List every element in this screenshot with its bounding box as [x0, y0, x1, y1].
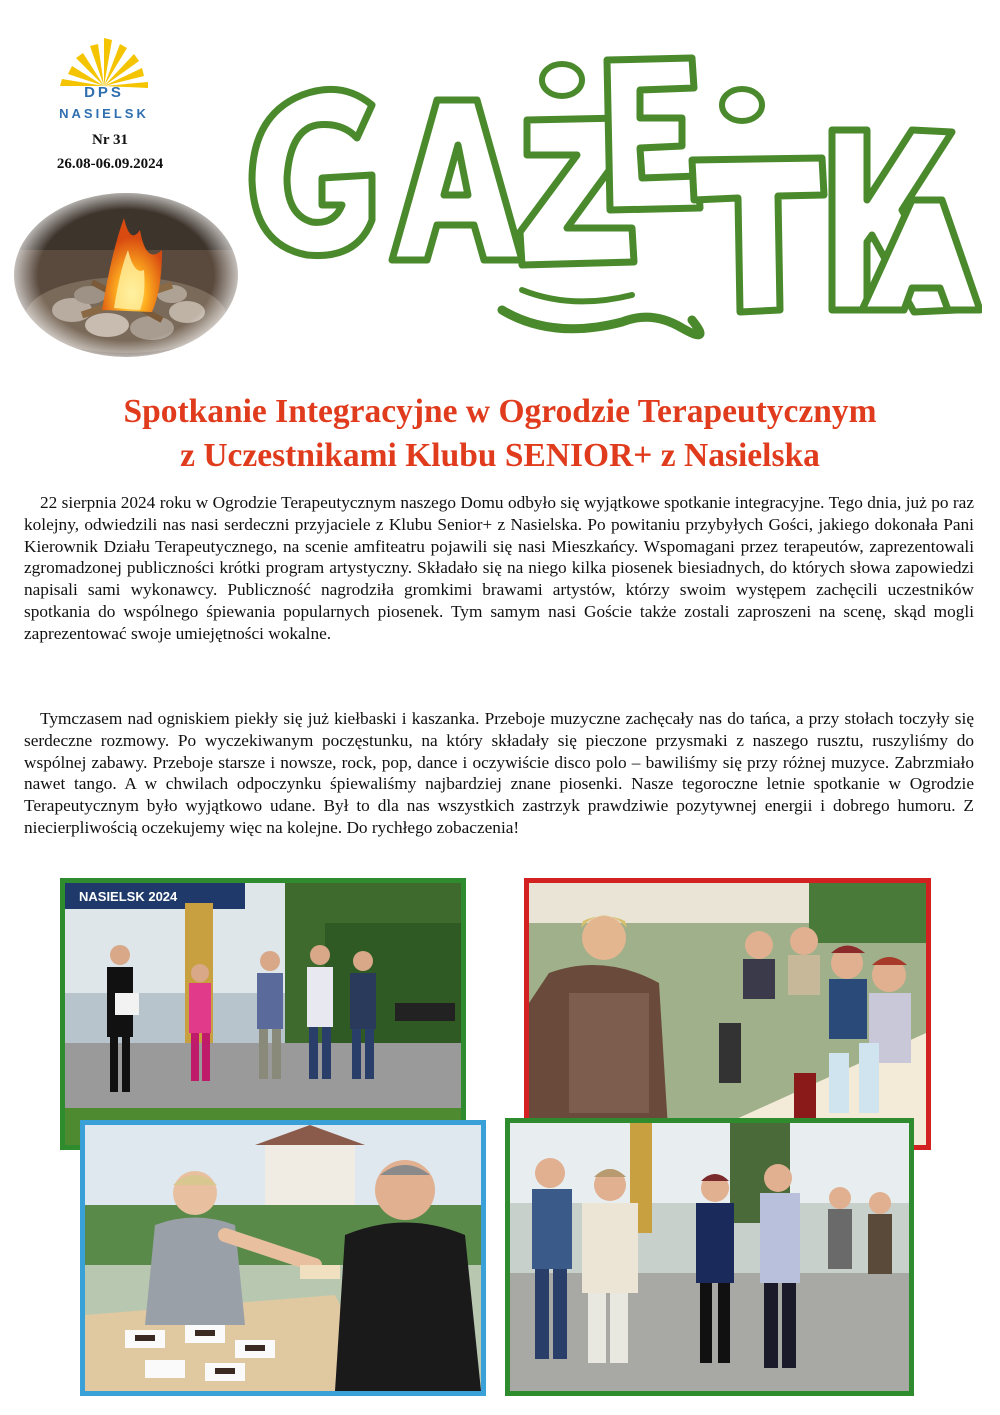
photo-dancing	[505, 1118, 914, 1396]
article-title	[20, 390, 980, 478]
masthead-logo	[222, 10, 982, 352]
article-paragraph: 22 sierpnia 2024 roku w Ogrodzie Terapeutycznym naszego Domu odbyło się wyjątkowe spotkanie integracyjne. Tego dnia, już po raz kolejny, odwiedzili nas nasi serdeczni przyjaciele z Klubu Senior+ z Nasielska. Po powitaniu przybyłych Gości, jakiego dokonała Pani Kierownik Działu Terapeutycznego, na scenie amfiteatru pojawili się nasi Mieszkańcy. Wspomagani przez terapeutów, zaprezentowali zgromadzonej publiczności krótki program artystyczny. Składało się na niego kilka piosenek biesiadnych, do których słowa zapowiedzi napisali sami wykonawcy. Publiczność nagrodziła gromkimi brawami artystów, którzy swoim występem zachęcili uczestników spotkania do wspólnego śpiewania popularnych piosenek. Tym samym nasi Goście także zostali zaproszeni na scenę, skąd mogli zaprezentować swoje umiejętności wokalne.	[24, 493, 974, 643]
article-title-line2: z Uczestnikami Klubu SENIOR+ z Nasielska	[180, 437, 820, 474]
logo-town: NASIELSK	[59, 106, 149, 121]
article-paragraph: Tymczasem nad ogniskiem piekły się już kiełbaski i kaszanka. Przeboje muzyczne zachęcały nas do tańca, a przy stołach toczyły się serdeczne rozmowy. Po wyczekiwanym poczęstunku, na który składały się pieczone przysmaki z naszego rusztu, ruszyliśmy do wspólnej zabawy. Przeboje starsze i nowsze, rock, pop, dance i oczywiście disco polo – bawiliśmy się przy różnej muzyce. Zabrzmiało nawet tango. A w chwilach odpoczynku śpiewaliśmy najbardziej znane piosenki. Nasze tegoroczne letnie spotkanie w Ogrodzie Terapeutycznym było wyjątkowo udane. Był to dla nas wszystkich zastrzyk prawdziwie pozytywnej energii i dobrego humoru. Z niecierpliwością oczekujemy więc na kolejne. Do rychłego zobaczenia!	[24, 709, 974, 837]
issue-dates: 26.08-06.09.2024	[56, 156, 164, 172]
stage-banner-text: NASIELSK 2024	[79, 889, 178, 904]
photo-table-guests	[524, 878, 931, 1150]
logo-letters: DPS	[84, 84, 124, 101]
photo-stage-performance	[60, 878, 466, 1150]
dps-logo	[38, 36, 170, 128]
campfire-photo	[12, 190, 240, 360]
article-title-line1: Spotkanie Integracyjne w Ogrodzie Terapeutycznym	[123, 393, 877, 430]
photo-food-serving	[80, 1120, 486, 1396]
issue-number: Nr 31	[92, 132, 128, 148]
